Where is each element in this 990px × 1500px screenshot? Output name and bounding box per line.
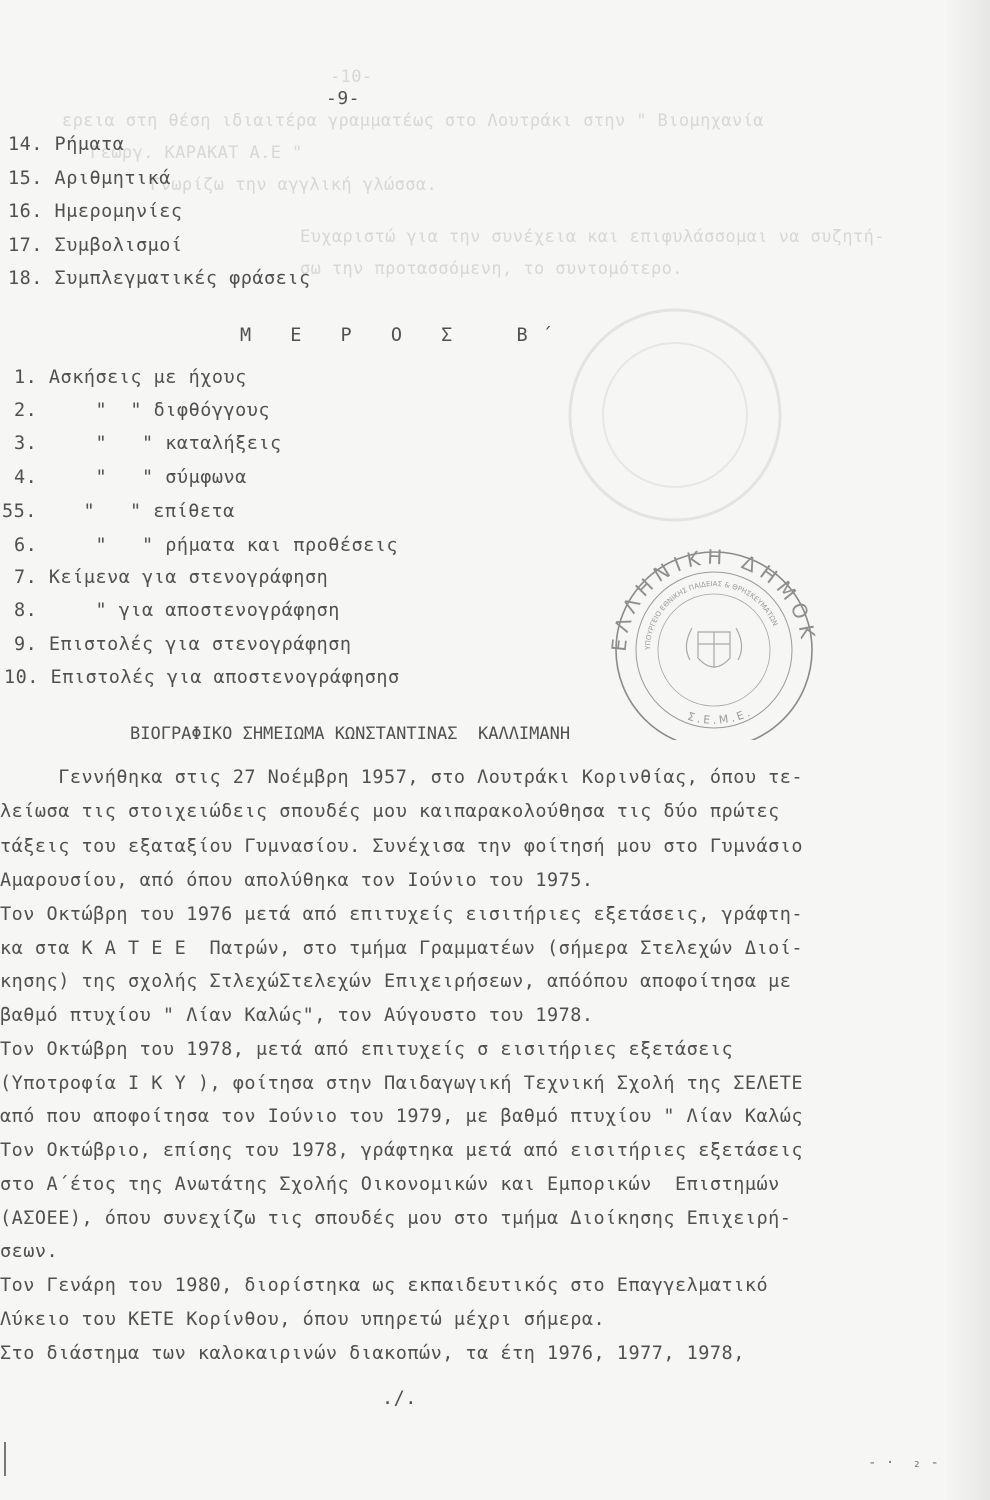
bleed-line: Ευχαριστώ για την συνέχεια και επιφυλάσσομαι να συζητή- <box>300 227 885 247</box>
bleed-line: Γνωρίζω την αγγλική γλώσσα. <box>150 175 438 195</box>
list-item: 7. Κείμενα για στενογράφηση <box>14 567 329 588</box>
svg-text:Σ.Ε.Μ.Ε. <box>686 705 755 727</box>
bleed-line: σω την προτασσόμενη, το συντομότερο. <box>300 259 683 279</box>
list-item: 9. Επιστολές για στενογράφηση <box>14 634 352 655</box>
list-item: 3. " " καταλήξεις <box>14 433 282 454</box>
bio-line: σεων. <box>0 1241 59 1262</box>
list-item: 15. Αριθμητικά <box>8 168 171 189</box>
bleed-stamp <box>560 300 790 534</box>
list-item: 17. Συμβολισμοί <box>8 235 183 256</box>
stamp-outer-text: ΕΛΛΗΝΙΚΗ ΔΗΜΟΚ <box>606 544 821 653</box>
list-item: 4. " " σύμφωνα <box>14 467 247 488</box>
section-heading: Μ Ε Ρ Ο Σ Β΄ <box>240 325 567 346</box>
bio-line: βαθμό πτυχίου " Λίαν Καλώς", τον Αύγουστο του 1978. <box>0 1005 594 1026</box>
page-number: -9- <box>326 88 361 109</box>
list-item: 1. Ασκήσεις με ήχους <box>14 367 247 388</box>
svg-text:ΥΠΟΥΡΓΕΙΟ ΕΘΝΙΚΗΣ ΠΑΙΔΕΙΑΣ & Θ <box>644 580 779 651</box>
bio-line: κα στα Κ Α Τ Ε Ε Πατρών, στο τμήμα Γραμματέων (σήμερα Στελεχών Διοί- <box>0 938 804 959</box>
bio-line: Τον Οκτώβρη του 1978, μετά από επιτυχείς σ εισιτήριες εξετάσεις <box>0 1039 734 1060</box>
scan-margin-mark <box>4 1442 6 1476</box>
bio-line: Αμαρουσίου, από όπου απολύθηκα τον Ιούνιο του 1975. <box>0 870 594 891</box>
bio-heading: ΒΙΟΓΡΑΦΙΚΟ ΣΗΜΕΙΩΜΑ ΚΩΝΣΤΑΝΤΙΝΑΣ ΚΑΛΛΙΜΑΝΗ <box>130 724 571 744</box>
official-stamp <box>598 540 830 744</box>
bio-line: Γεννήθηκα στις 27 Νοέμβρη 1957, στο Λουτράκι Κορινθίας, όπου τε- <box>0 767 804 788</box>
list-item: 8. " για αποστενογράφηση <box>14 600 340 621</box>
list-item: 14. Ρήματα <box>8 134 125 155</box>
bleed-page-number: -10- <box>330 67 373 87</box>
bio-line: από που αποφοίτησα τον Ιούνιο του 1979, με βαθμό πτυχίου " Λίαν Καλώς <box>0 1106 804 1127</box>
bleed-line: Γεωργ. ΚΑΡΑΚΑΤ Α.Ε " <box>90 143 303 163</box>
svg-text:ΕΛΛΗΝΙΚΗ ΔΗΜΟΚΡΑΤΙΑ <box>598 540 821 653</box>
list-item: 6. " " ρήματα και προθέσεις <box>14 535 399 556</box>
stamp-bottom-text: Σ.Ε.Μ.Ε. <box>686 705 755 727</box>
bio-line: τάξεις του εξαταξίου Γυμνασίου. Συνέχισα την φοίτησή μου στο Γυμνάσιο <box>0 836 804 857</box>
stamp-inner-text: ΥΠΟΥΡΓΕΙΟ ΕΘΝΙΚΗΣ ΠΑΙΔΕΙΑΣ & ΘΡΗΣΚΕΥΜΑΤΩΝ <box>643 579 780 651</box>
bio-line: (Υποτροφία Ι Κ Υ ), φοίτησα στην Παιδαγωγική Τεχνική Σχολή της ΣΕΛΕΤΕ <box>0 1073 804 1094</box>
coat-of-arms-icon <box>686 628 741 668</box>
bleed-line: ερεια στη θέση ιδιαιτέρα γραμματέως στο Λουτράκι στην " Βιομηχανία <box>62 111 764 131</box>
footer-marks: - · ₂ - <box>868 1455 940 1471</box>
bio-line: Λύκειο του ΚΕΤΕ Κορίνθου, όπου υπηρετώ μέχρι σήμερα. <box>0 1309 606 1330</box>
bio-line: (ΑΣΟΕΕ), όπου συνεχίζω τις σπουδές μου στο τμήμα Διοίκησης Επιχειρή- <box>0 1208 792 1229</box>
list-item: 16. Ημερομηνίες <box>8 201 183 222</box>
page-edge-shadow <box>944 0 990 1500</box>
continuation-mark: ./. <box>382 1388 417 1409</box>
list-item: 2. " " διφθόγγους <box>14 400 271 421</box>
bio-line: Στο διάστημα των καλοκαιρινών διακοπών, τα έτη 1976, 1977, 1978, <box>0 1343 745 1364</box>
bio-line: λείωσα τις στοιχειώδεις σπουδές μου καιπαρακολούθησα τις δύο πρώτες <box>0 801 780 822</box>
bio-line: Τον Οκτώβριο, επίσης του 1978, γράφτηκα μετά από εισιτήριες εξετάσεις <box>0 1140 804 1161</box>
list-item: 18. Συμπλεγματικές φράσεις <box>8 268 311 289</box>
bio-line: Τον Γενάρη του 1980, διορίστηκα ως εκπαιδευτικός στο Επαγγελματικό <box>0 1275 769 1296</box>
list-item: 10. Επιστολές για αποστενογράφησησ <box>4 667 400 688</box>
bio-line: κησης) της σχολής ΣτλεχώΣτελεχών Επιχειρήσεων, απόόπου αποφοίτησα με <box>0 971 792 992</box>
bio-line: στο Α΄έτος της Ανωτάτης Σχολής Οικονομικών και Εμπορικών Επιστημών <box>0 1174 780 1195</box>
bio-line: Τον Οκτώβρη του 1976 μετά από επιτυχείς εισιτήριες εξετάσεις, γράφτη- <box>0 904 804 925</box>
list-item: 55. " " επίθετα <box>2 501 235 522</box>
